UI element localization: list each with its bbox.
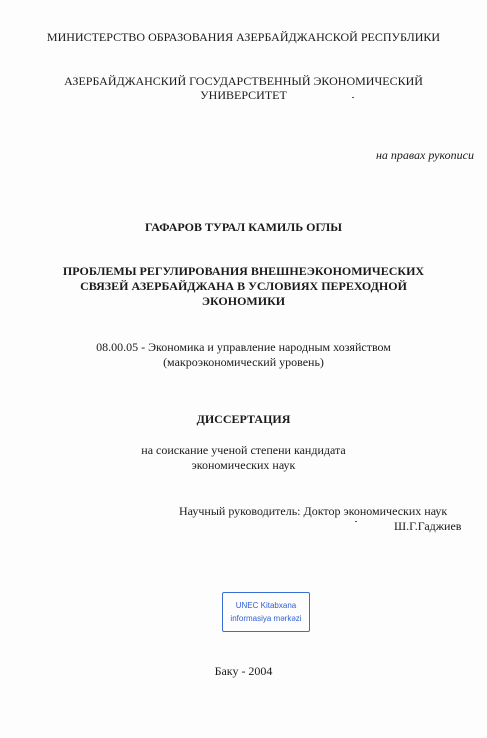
specialty-code-line2: (макроэкономический уровень) (163, 355, 324, 369)
supervisor-name: Ш.Г.Гаджиев (394, 519, 462, 533)
dissertation-title-line3: ЭКОНОМИКИ (201, 294, 286, 308)
dissertation-title-line2: СВЯЗЕЙ АЗЕРБАЙДЖАНА В УСЛОВИЯХ ПЕРЕХОДНОЙ (80, 279, 407, 293)
scan-speck (355, 521, 357, 522)
rights-note: на правах рукописи (375, 148, 474, 162)
degree-line1: на соискание ученой степени кандидата (141, 443, 346, 457)
author-name: ГАФАРОВ ТУРАЛ КАМИЛЬ ОГЛЫ (144, 220, 343, 234)
degree-line2: экономических наук (191, 458, 296, 472)
library-stamp (222, 592, 310, 632)
specialty-code-line1: 08.00.05 - Экономика и управление народным хозяйством (96, 340, 391, 354)
ministry-heading: МИНИСТЕРСТВО ОБРАЗОВАНИЯ АЗЕРБАЙДЖАНСКОЙ РЕСПУБЛИКИ (46, 30, 441, 44)
stamp-line1: UNEC Kitabxana (235, 601, 297, 610)
university-heading-line1: АЗЕРБАЙДЖАНСКИЙ ГОСУДАРСТВЕННЫЙ ЭКОНОМИЧЕСКИЙ (64, 74, 423, 88)
scan-speck (352, 97, 354, 98)
university-heading-line2: УНИВЕРСИТЕТ (200, 88, 287, 102)
stamp-line2: informasiya mərkəzi (230, 614, 302, 623)
work-type: ДИССЕРТАЦИЯ (196, 412, 291, 426)
supervisor-title: Научный руководитель: Доктор экономических наук (179, 504, 448, 518)
dissertation-title-line1: ПРОБЛЕМЫ РЕГУЛИРОВАНИЯ ВНЕШНЕЭКОНОМИЧЕСКИХ (62, 264, 425, 278)
place-year: Баку - 2004 (214, 664, 273, 678)
